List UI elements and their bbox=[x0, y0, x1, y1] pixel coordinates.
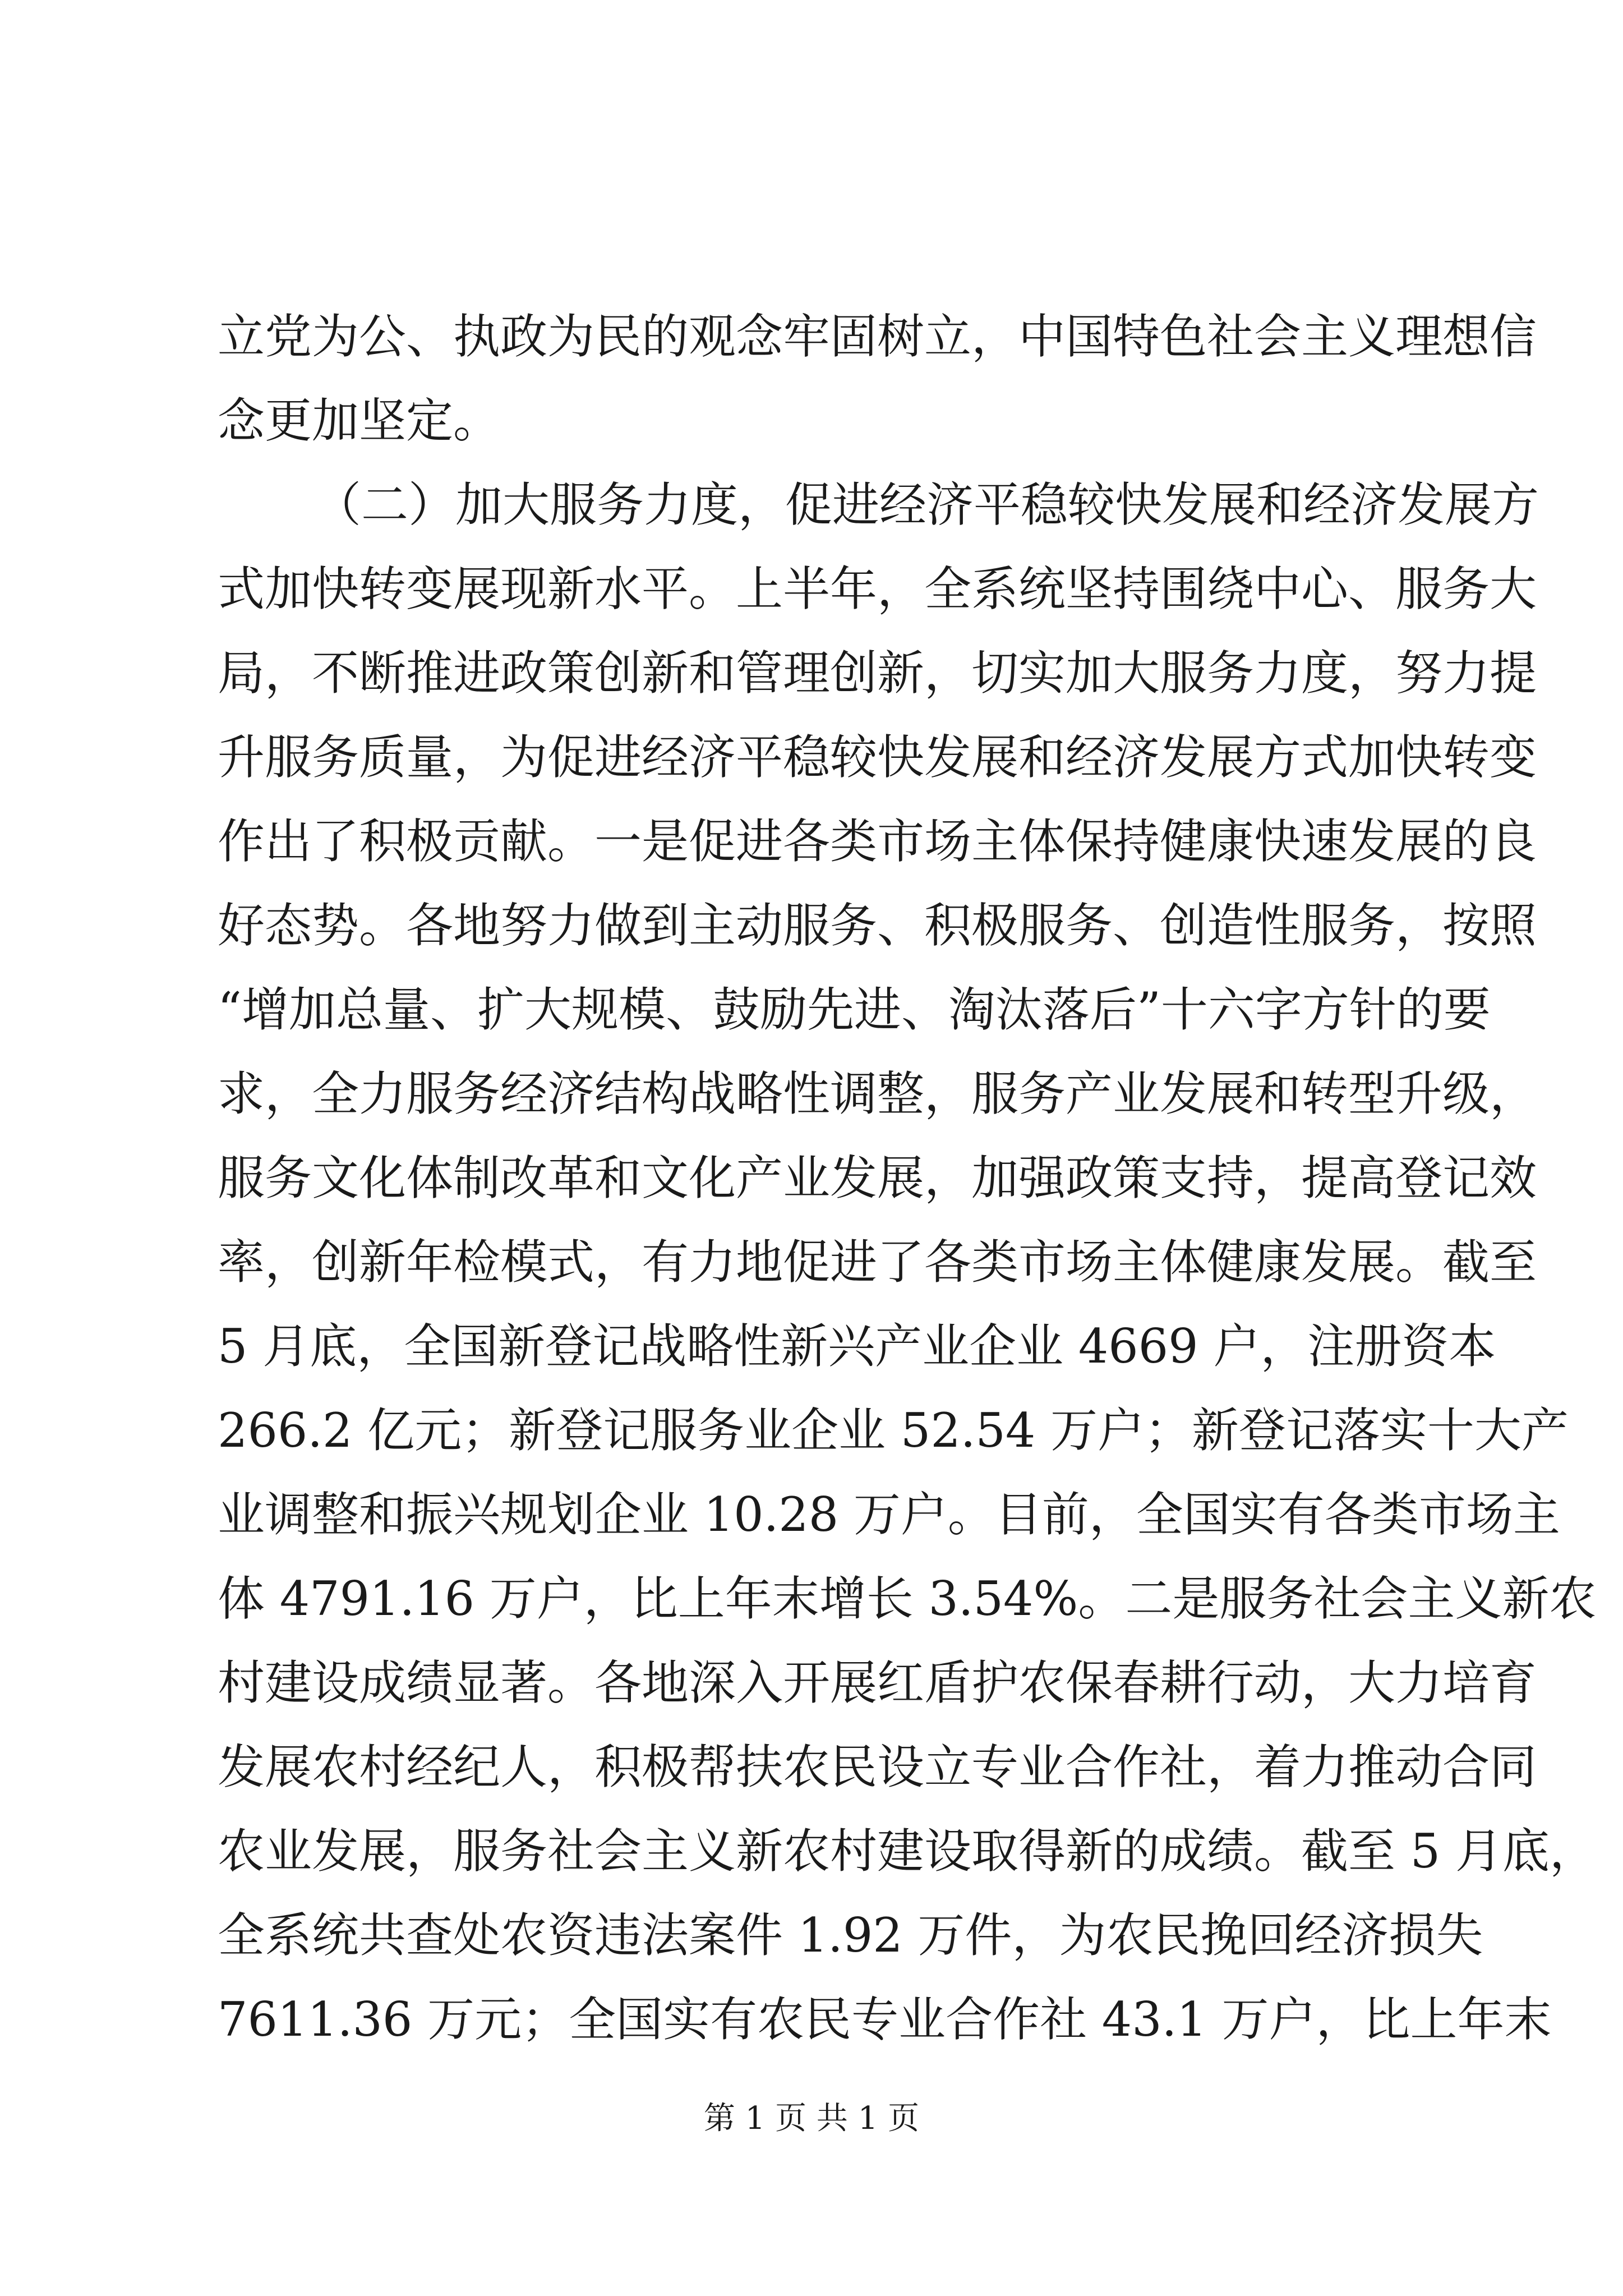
paragraph-line: 7611.36 万元；全国实有农民专业合作社 43.1 万户，比上年末 bbox=[218, 1992, 1552, 2047]
paragraph-line: 率，创新年检模式，有力地促进了各类市场主体健康发展。截至 bbox=[218, 1235, 1537, 1290]
paragraph-line: 局，不断推进政策创新和管理创新，切实加大服务力度，努力提 bbox=[218, 646, 1537, 701]
paragraph-line: 求，全力服务经济结构战略性调整，服务产业发展和转型升级， bbox=[218, 1066, 1537, 1121]
page-number-footer: 第 1 页 共 1 页 bbox=[703, 2100, 920, 2137]
paragraph-line: “增加总量、扩大规模、鼓励先进、淘汰落后”十六字方针的要 bbox=[218, 982, 1491, 1037]
paragraph-line: 升服务质量，为促进经济平稳较快发展和经济发展方式加快转变 bbox=[218, 730, 1537, 785]
paragraph-line: 体 4791.16 万户，比上年末增长 3.54%。二是服务社会主义新农 bbox=[218, 1571, 1597, 1626]
paragraph-line: 业调整和振兴规划企业 10.28 万户。目前，全国实有各类市场主 bbox=[218, 1487, 1560, 1542]
paragraph-line: 式加快转变展现新水平。上半年，全系统坚持围绕中心、服务大 bbox=[218, 562, 1537, 616]
paragraph-line: 农业发展，服务社会主义新农村建设取得新的成绩。截至 5 月底， bbox=[218, 1824, 1597, 1879]
paragraph-line: 村建设成绩显著。各地深入开展红盾护农保春耕行动，大力培育 bbox=[218, 1655, 1537, 1710]
paragraph-line: 服务文化体制改革和文化产业发展，加强政策支持，提高登记效 bbox=[218, 1151, 1537, 1205]
paragraph-line: 好态势。各地努力做到主动服务、积极服务、创造性服务，按照 bbox=[218, 898, 1537, 953]
paragraph-line: 5 月底，全国新登记战略性新兴产业企业 4669 户，注册资本 bbox=[218, 1319, 1496, 1374]
paragraph-line: 立党为公、执政为民的观念牢固树立，中国特色社会主义理想信 bbox=[218, 309, 1537, 364]
paragraph-line: 作出了积极贡献。一是促进各类市场主体保持健康快速发展的良 bbox=[218, 814, 1537, 869]
paragraph-line: 全系统共查处农资违法案件 1.92 万件，为农民挽回经济损失 bbox=[218, 1908, 1483, 1963]
paragraph-line: 发展农村经纪人，积极帮扶农民设立专业合作社，着力推动合同 bbox=[218, 1740, 1537, 1795]
paragraph-line: （二）加大服务力度，促进经济平稳较快发展和经济发展方 bbox=[314, 477, 1539, 532]
paragraph-line: 266.2 亿元；新登记服务业企业 52.54 万户；新登记落实十大产 bbox=[218, 1403, 1569, 1458]
paragraph-line: 念更加坚定。 bbox=[218, 393, 501, 448]
